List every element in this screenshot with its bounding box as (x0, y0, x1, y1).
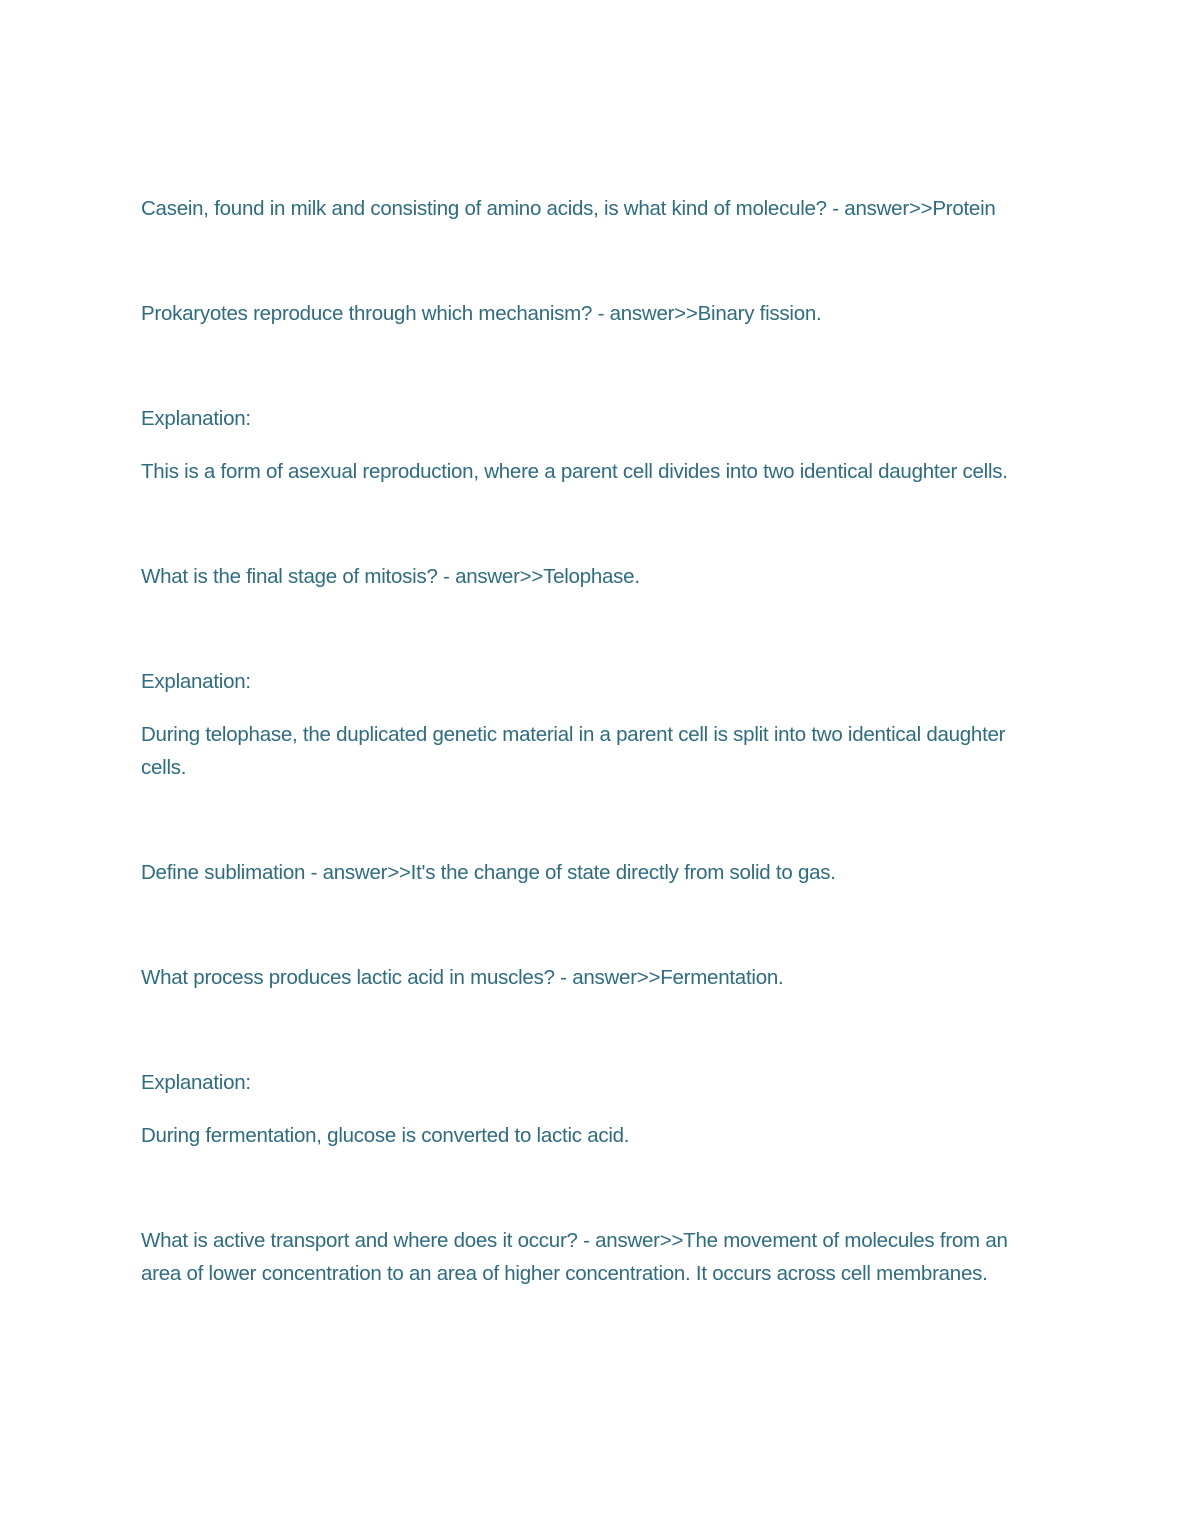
document-body (141, 192, 1049, 1290)
question-paragraph-active-transport: What is active transport and where does it occur? - answer>>The movement of molecules from an area of lower concentration to an area of higher concentration. It occurs across cell membranes. (141, 1229, 1008, 1285)
explanation-label: Explanation: (141, 407, 251, 430)
explanation-label: Explanation: (141, 670, 251, 693)
question-paragraph-mitosis: What is the final stage of mitosis? - answer>>Telophase. (141, 565, 640, 588)
question-paragraph-casein: Casein, found in milk and consisting of amino acids, is what kind of molecule? - answer>>Protein (141, 197, 996, 220)
explanation-body-fermentation: During fermentation, glucose is converted to lactic acid. (141, 1124, 630, 1147)
explanation-body-telophase: During telophase, the duplicated genetic material in a parent cell is split into two identical daughter cells. (141, 723, 1006, 779)
question-paragraph-lactic-acid: What process produces lactic acid in muscles? - answer>>Fermentation. (141, 966, 784, 989)
explanation-body-binary-fission: This is a form of asexual reproduction, where a parent cell divides into two identical daughter cells. (141, 460, 1008, 483)
explanation-label: Explanation: (141, 1071, 251, 1094)
question-paragraph-prokaryotes: Prokaryotes reproduce through which mechanism? - answer>>Binary fission. (141, 302, 822, 325)
question-paragraph-sublimation: Define sublimation - answer>>It's the change of state directly from solid to gas. (141, 861, 836, 884)
